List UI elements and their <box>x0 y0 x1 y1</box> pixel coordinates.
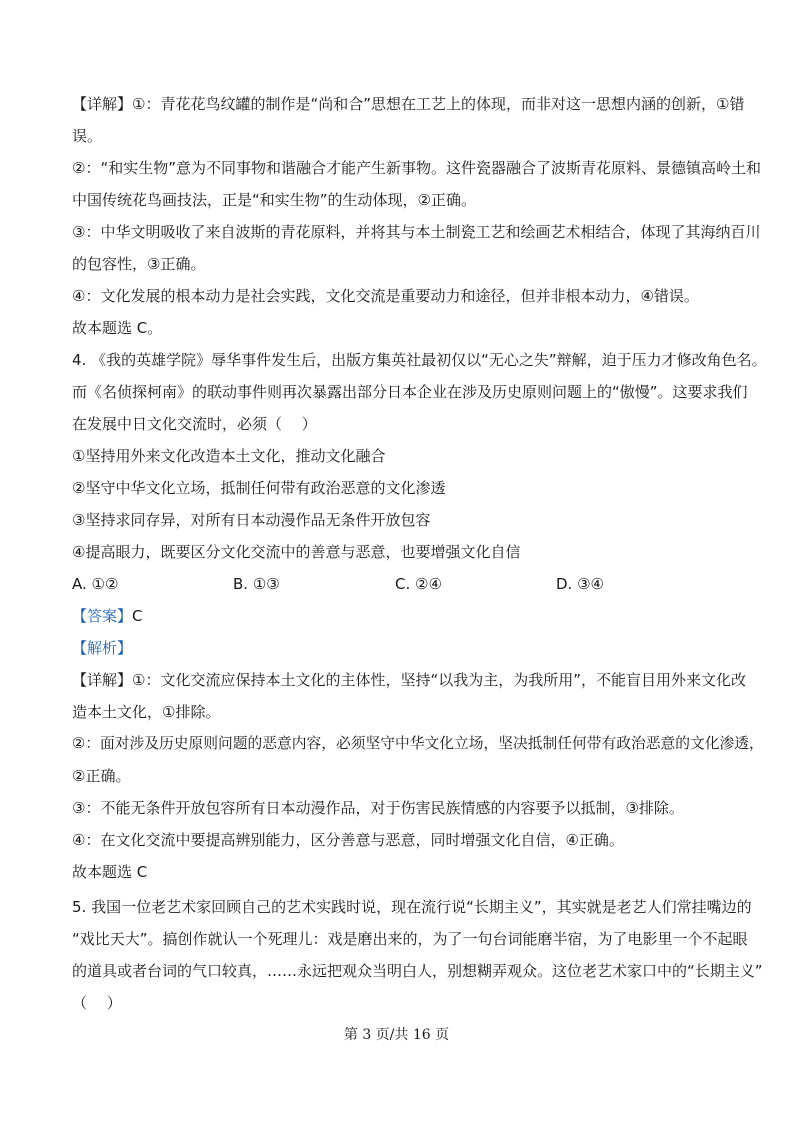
q4-option-a: A. ①② <box>72 575 119 593</box>
q4-answer-value: C <box>132 607 143 625</box>
q4-conclusion: 故本题选 C <box>72 863 148 881</box>
q4-detail-tag: 【详解】 <box>72 671 133 689</box>
page-number-footer: 第 3 页/共 16 页 <box>343 1027 450 1043</box>
q4-analysis-tag: 【解析】 <box>72 639 133 657</box>
q4-detail-line-5: ③：不能无条件开放包容所有日本动漫作品，对于伤害民族情感的内容要予以抵制，③排除。 <box>72 799 684 817</box>
q4-statement-4: ④提高眼力，既要区分文化交流中的善意与恶意，也要增强文化自信 <box>72 543 521 561</box>
q4-stem-line-2: 而《名侦探柯南》的联动事件则再次暴露出部分日本企业在涉及历史原则问题上的“傲慢”。这要求我们 <box>72 383 748 401</box>
q3-conclusion: 故本题选 C。 <box>72 319 163 337</box>
q3-detail-line-1 <box>72 94 744 114</box>
q4-option-d: D. ③④ <box>556 575 604 593</box>
q3-detail-tag: 【详解】 <box>72 95 133 113</box>
q4-stem-line-1: 4. 《我的英雄学院》辱华事件发生后，出版方集英社最初仅以“无心之失”辩解，迫于压力才修改角色名。 <box>72 351 767 369</box>
q4-detail-line-2: 造本土文化，①排除。 <box>72 703 221 721</box>
q3-detail-text: ①：青花花鸟纹罐的制作是“尚和合”思想在工艺上的体现，而非对这一思想内涵的创新，①错 <box>132 95 745 113</box>
q4-detail-line-6: ④：在文化交流中要提高辨别能力，区分善意与恶意，同时增强文化自信，④正确。 <box>72 831 624 849</box>
q4-option-b: B. ①③ <box>233 575 280 593</box>
q3-detail-line-6: 的包容性，③正确。 <box>72 255 206 273</box>
q4-statement-2: ②坚守中华文化立场，抵制任何带有政治恶意的文化渗透 <box>72 479 446 497</box>
q4-detail-line-1 <box>72 670 746 690</box>
q3-detail-line-7: ④：文化发展的根本动力是社会实践，文化交流是重要动力和途径，但并非根本动力，④错误。 <box>72 287 699 305</box>
q5-stem-line-4: （ ） <box>72 994 122 1012</box>
q4-detail-line-3: ②：面对涉及历史原则问题的恶意内容，必须坚守中华文化立场，坚决抵制任何带有政治恶意的文化渗透， <box>72 735 764 752</box>
q5-stem-line-1: 5. 我国一位老艺术家回顾自己的艺术实践时说，现在流行说“长期主义”，其实就是老艺人们常挂嘴边的 <box>72 898 752 916</box>
q5-stem-line-3: 的道具或者台词的气口较真，……永远把观众当明白人，别想糊弄观众。这位老艺术家口中的“长期主义” <box>72 962 763 980</box>
q4-answer <box>72 606 143 626</box>
q4-answer-tag: 【答案】 <box>72 607 133 625</box>
q3-detail-line-4: 中国传统花鸟画技法，正是“和实生物”的生动体现，②正确。 <box>72 191 476 209</box>
q4-option-c: C. ②④ <box>395 575 442 593</box>
q4-statement-1: ①坚持用外来文化改造本土文化，推动文化融合 <box>72 447 386 465</box>
q4-stem-line-3: 在发展中日文化交流时，必须（ ） <box>72 415 317 433</box>
q3-detail-line-3: ②：“和实生物”意为不同事物和谐融合才能产生新事物。这件瓷器融合了波斯青花原料、景德镇高岭土和 <box>72 159 761 177</box>
q4-statement-3: ③坚持求同存异，对所有日本动漫作品无条件开放包容 <box>72 511 431 529</box>
q3-detail-line-2: 误。 <box>72 127 103 145</box>
q4-detail-line-4: ②正确。 <box>72 767 131 785</box>
q3-detail-line-5: ③：中华文明吸收了来自波斯的青花原料，并将其与本土制瓷工艺和绘画艺术相结合，体现了其海纳百川 <box>72 223 761 241</box>
q4-detail-text: ①：文化交流应保持本土文化的主体性，坚持“以我为主，为我所用”，不能盲目用外来文化改 <box>132 671 747 689</box>
q5-stem-line-2: “戏比天大”。搞创作就认一个死理儿：戏是磨出来的，为了一句台词能磨半宿，为了电影里一个不起眼 <box>72 930 748 948</box>
